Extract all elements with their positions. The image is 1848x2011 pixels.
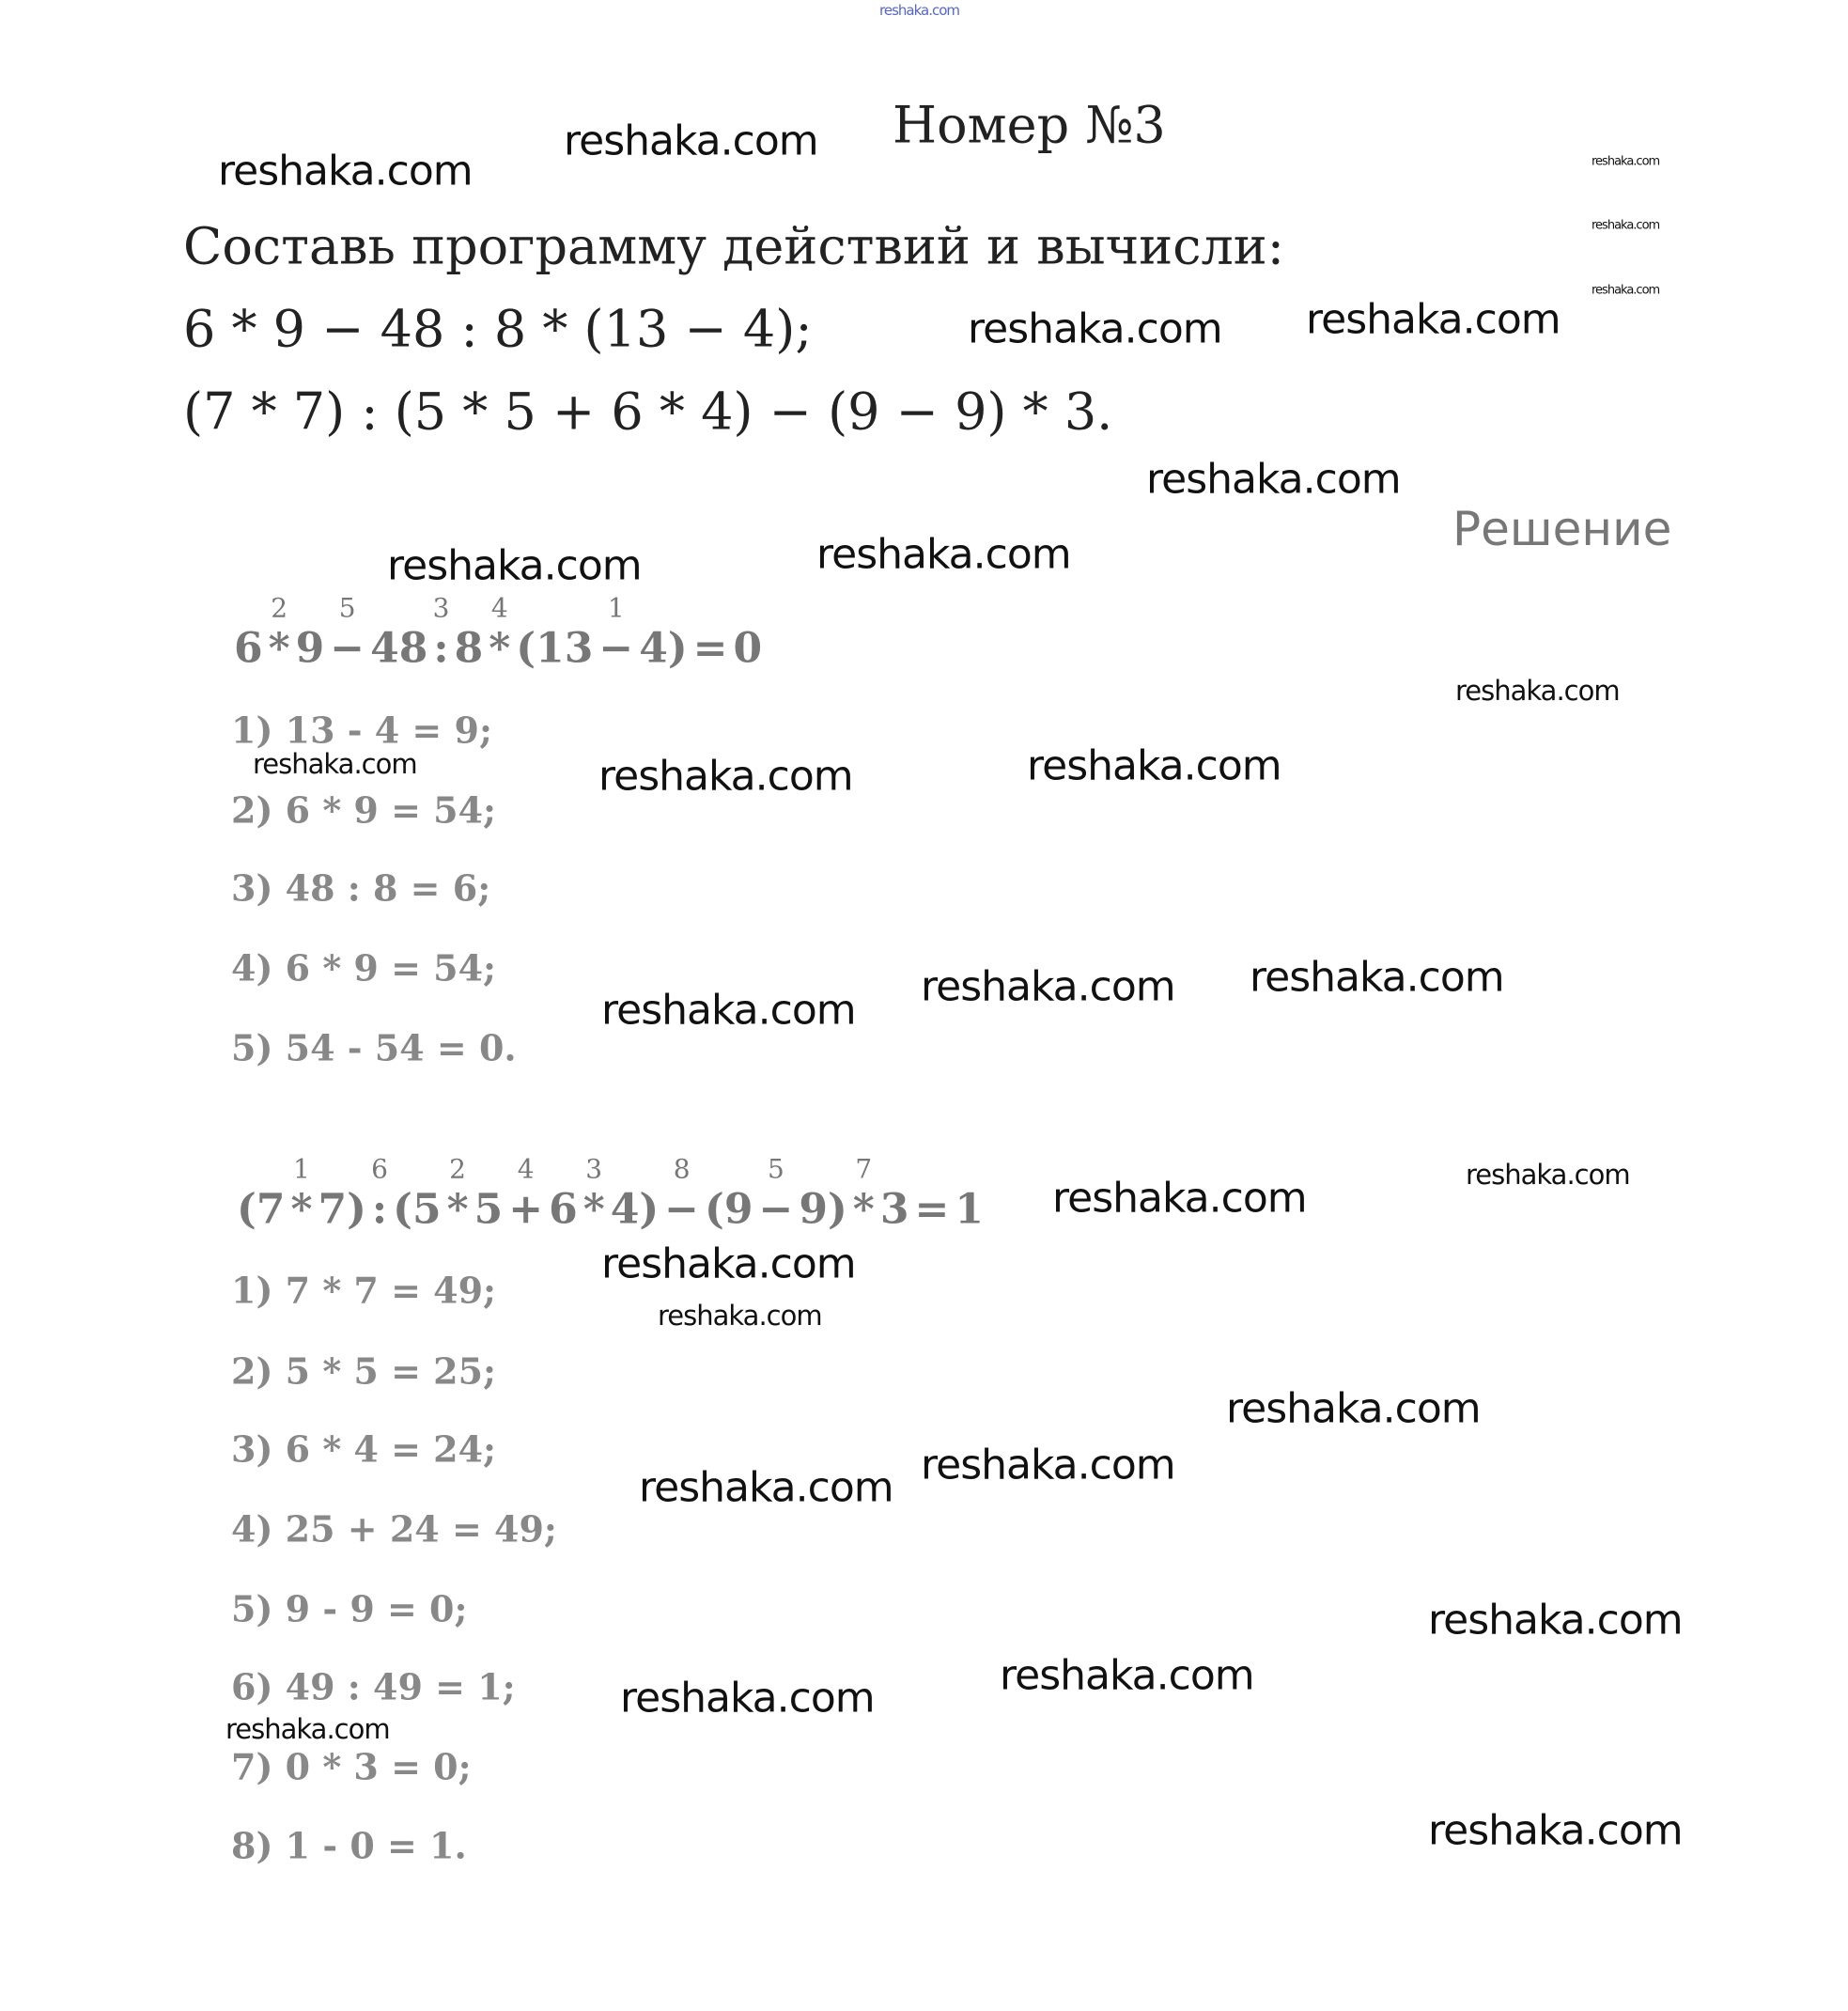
watermark-text: reshaka.com [598, 752, 853, 801]
solution-expression-2 [234, 1153, 986, 1234]
watermark-text: reshaka.com [601, 1239, 856, 1288]
watermark-text: reshaka.com [1592, 154, 1660, 169]
watermark-text: reshaka.com [1455, 675, 1620, 707]
expression-token: 4) [610, 1185, 660, 1234]
watermark-text: reshaka.com [620, 1674, 875, 1723]
expression-token: * 7 [852, 1153, 875, 1234]
expression-token: 5 [474, 1185, 504, 1234]
expression-token: 6 [234, 624, 263, 673]
operation-order-number: 4 [517, 1153, 535, 1185]
operation-order-number: 5 [338, 592, 356, 624]
operation-order-number: 1 [293, 1153, 310, 1185]
watermark-text: reshaka.com [1146, 455, 1401, 504]
watermark-text: reshaka.com [601, 986, 856, 1035]
expression-token: 3 [879, 1185, 909, 1234]
solution-step: 3) 48 : 8 = 6; [231, 866, 491, 910]
expression-token: − 1 [598, 592, 634, 673]
expression-token: * 4 [489, 592, 511, 673]
task-prompt: Составь программу действий и вычисли: [183, 216, 1284, 276]
watermark-text: reshaka.com [387, 541, 642, 590]
solution-step: 1) 7 * 7 = 49; [231, 1269, 497, 1312]
solution-step: 7) 0 * 3 = 0; [231, 1745, 472, 1788]
expression-token: 9) [799, 1185, 847, 1234]
expression-token: − 5 [758, 1153, 794, 1234]
expression-token: (13 [516, 624, 594, 673]
operation-order-number: 2 [271, 592, 288, 624]
solution-step: 5) 54 - 54 = 0. [231, 1026, 517, 1069]
operation-order-number: 1 [607, 592, 625, 624]
expression-token: − 5 [330, 592, 365, 673]
expression-token: 0 [733, 624, 763, 673]
operation-order-number: 4 [490, 592, 508, 624]
operation-order-number: 3 [585, 1153, 603, 1185]
solution-step: 8) 1 - 0 = 1. [231, 1824, 467, 1867]
expression-token: 48 [370, 624, 428, 673]
expression-token: * 2 [268, 592, 290, 673]
expression-token: * 2 [446, 1153, 469, 1234]
task-expression-1: 6 * 9 − 48 : 8 * (13 − 4); [183, 299, 813, 359]
solution-step: 3) 6 * 4 = 24; [231, 1427, 497, 1471]
expression-token: (7 [237, 1185, 286, 1234]
expression-token: 4) [639, 624, 688, 673]
watermark-text: reshaka.com [658, 1300, 822, 1332]
expression-token: : 3 [432, 592, 450, 673]
watermark-text: reshaka.com [564, 117, 818, 165]
solution-heading: Решение [1452, 502, 1672, 556]
watermark-text: reshaka.com [1250, 953, 1504, 1002]
site-link[interactable]: reshaka.com [879, 2, 959, 19]
operation-order-number: 8 [673, 1153, 691, 1185]
watermark-text: reshaka.com [1306, 295, 1561, 344]
watermark-text: reshaka.com [968, 304, 1222, 353]
expression-token: + 4 [508, 1153, 544, 1234]
expression-token: = [692, 624, 728, 673]
operation-order-number: 6 [371, 1153, 388, 1185]
operation-order-number: 2 [449, 1153, 466, 1185]
expression-token: (5 [393, 1185, 442, 1234]
expression-token: − 8 [664, 1153, 700, 1234]
watermark-text: reshaka.com [639, 1463, 893, 1512]
watermark-text: reshaka.com [1428, 1596, 1683, 1645]
solution-expression-1 [231, 592, 765, 673]
watermark-text: reshaka.com [1052, 1174, 1307, 1223]
expression-token: 7) [318, 1185, 366, 1234]
expression-token: 6 [549, 1185, 578, 1234]
expression-token: (9 [705, 1185, 753, 1234]
watermark-text: reshaka.com [218, 147, 473, 195]
operation-order-number: 7 [855, 1153, 873, 1185]
watermark-text: reshaka.com [1592, 283, 1660, 298]
solution-step: 2) 5 * 5 = 25; [231, 1349, 497, 1393]
solution-step: 2) 6 * 9 = 54; [231, 788, 497, 832]
operation-order-number: 5 [768, 1153, 784, 1185]
expression-token: * 1 [290, 1153, 313, 1234]
solution-step: 4) 25 + 24 = 49; [231, 1507, 557, 1551]
expression-token: 1 [955, 1185, 984, 1234]
expression-token: = [914, 1185, 950, 1234]
page-title: Номер №3 [893, 95, 1166, 155]
task-expression-2: (7 * 7) : (5 * 5 + 6 * 4) − (9 − 9) * 3. [183, 382, 1113, 442]
solution-step: 1) 13 - 4 = 9; [231, 709, 492, 752]
watermark-text: reshaka.com [921, 1441, 1175, 1489]
expression-token: * 3 [582, 1153, 605, 1234]
expression-token: 8 [454, 624, 484, 673]
watermark-text: reshaka.com [1000, 1651, 1254, 1700]
watermark-text: reshaka.com [816, 530, 1071, 579]
operation-order-number: 3 [432, 592, 450, 624]
expression-token: 9 [295, 624, 325, 673]
watermark-text: reshaka.com [225, 1713, 390, 1745]
solution-step: 6) 49 : 49 = 1; [231, 1665, 516, 1708]
watermark-text: reshaka.com [1592, 218, 1660, 233]
watermark-text: reshaka.com [253, 748, 417, 780]
watermark-text: reshaka.com [921, 962, 1175, 1011]
watermark-text: reshaka.com [1226, 1384, 1481, 1433]
watermark-text: reshaka.com [1027, 741, 1281, 790]
watermark-text: reshaka.com [1428, 1806, 1683, 1855]
solution-step: 4) 6 * 9 = 54; [231, 946, 497, 990]
watermark-text: reshaka.com [1466, 1159, 1630, 1191]
solution-step: 5) 9 - 9 = 0; [231, 1587, 468, 1630]
expression-token: : 6 [371, 1153, 388, 1234]
